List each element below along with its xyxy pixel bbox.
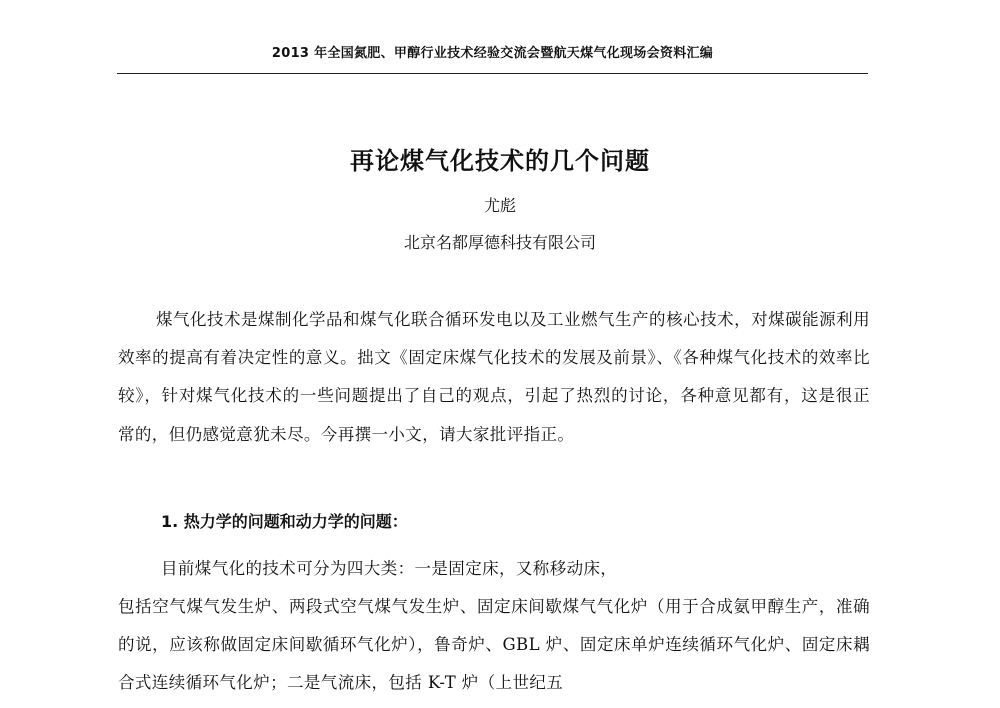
intro-paragraph: 煤气化技术是煤制化学品和煤气化联合循环发电以及工业燃气生产的核心技术，对煤碳能源利用效率的提高有着决定性的意义。拙文《固定床煤气化技术的发展及前景》、《各种煤气化技术的效率比较》，针对煤气化技术的一些问题提出了自己的观点，引起了热烈的讨论，各种意见都有，这是很正常的，但仍感觉意犹未尽。今再撰一小文，请大家批评指正。 (118, 310, 870, 444)
section-1-continuation: 包括空气煤气发生炉、两段式空气煤气发生炉、固定床间歇煤气气化炉（用于合成氨甲醇生产，准确的说，应该称做固定床间歇循环气化炉），鲁奇炉、GBL 炉、固定床单炉连续循环气化炉、固定床耦合式连续循环气化炉；二是气流床，包括 K-T 炉（上世纪五 (118, 597, 870, 693)
article-affiliation: 北京名都厚德科技有限公司 (403, 233, 596, 252)
article-title: 再论煤气化技术的几个问题 (350, 147, 650, 175)
article-author: 尤彪 (483, 196, 516, 215)
section-1-heading: 1. 热力学的问题和动力学的问题： (161, 512, 408, 531)
header-rule (117, 73, 868, 74)
section-1-first-line: 目前煤气化的技术可分为四大类：一是固定床，又称移动床， (161, 559, 618, 578)
running-header: 2013 年全国氮肥、甲醇行业技术经验交流会暨航天煤气化现场会资料汇编 (271, 46, 714, 61)
